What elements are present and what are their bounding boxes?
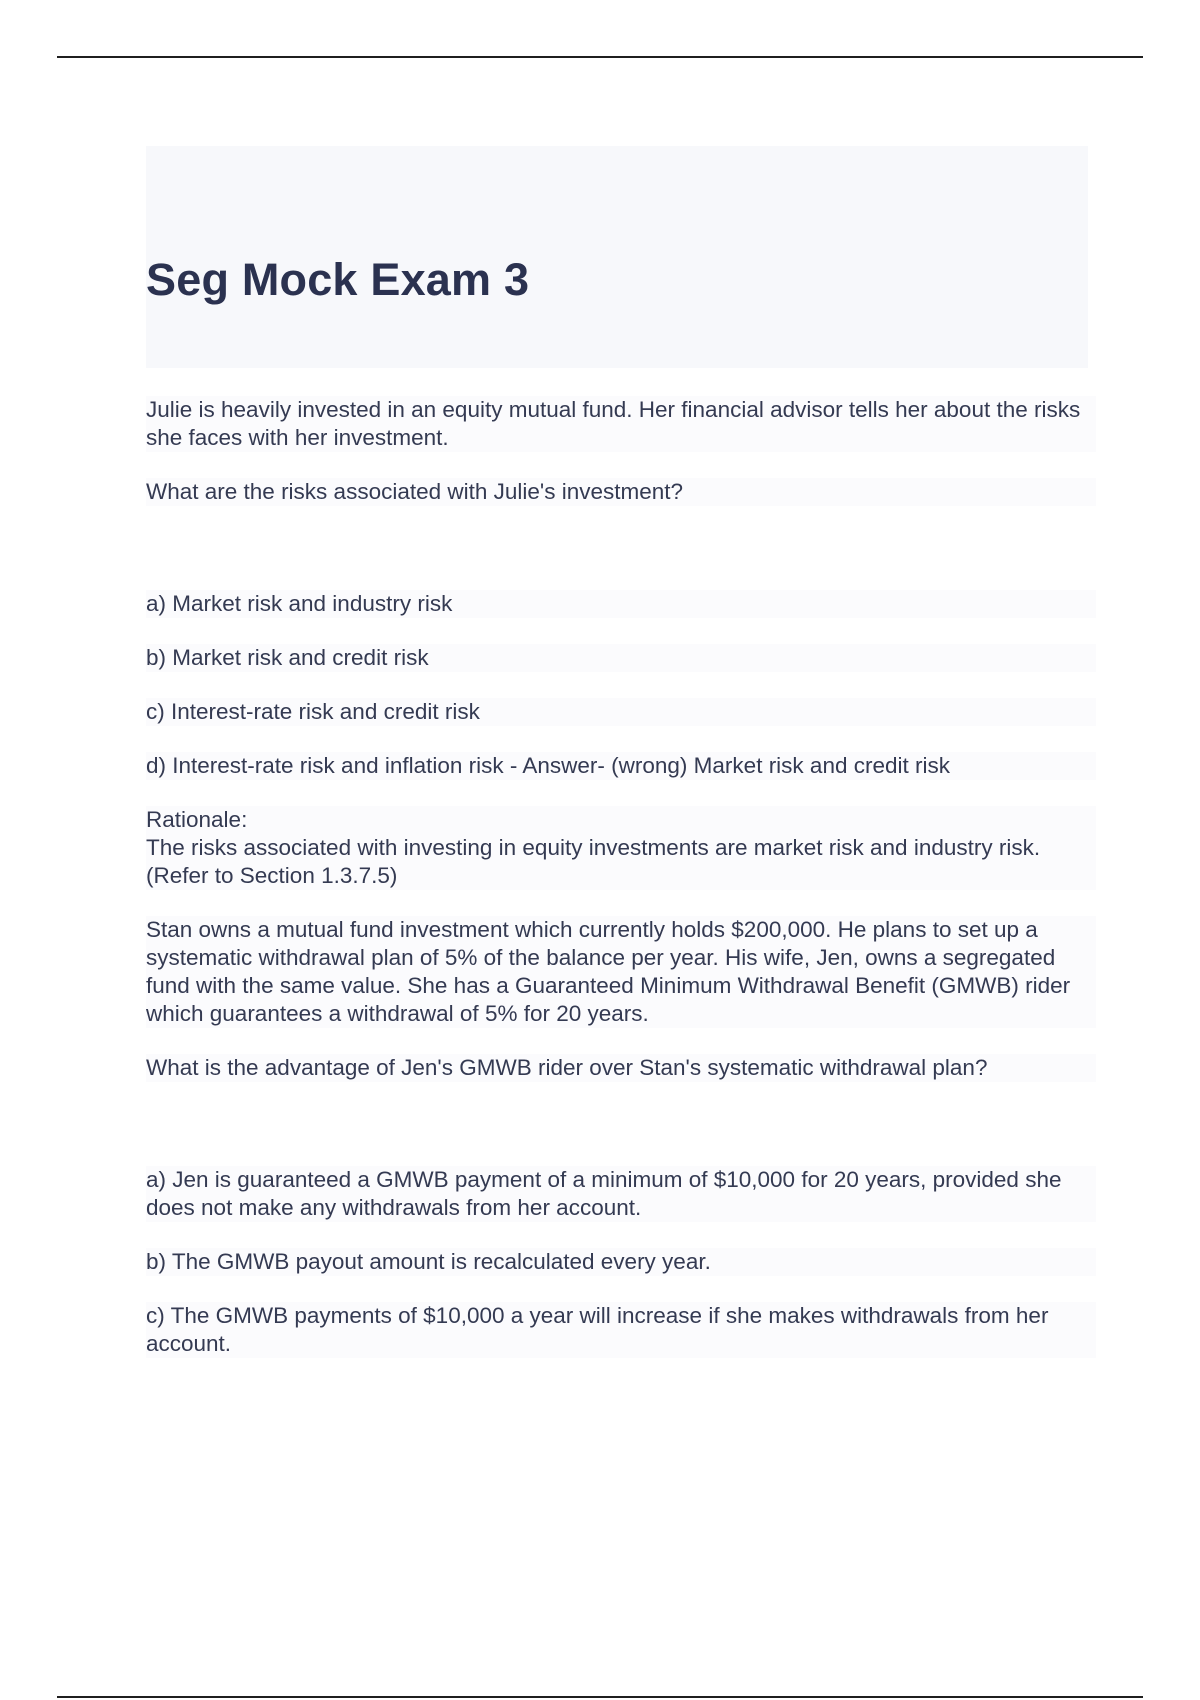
question-2-intro: Stan owns a mutual fund investment which currently holds $200,000. He plans to set up a systematic withdrawal plan of 5% of the balance per year. His wife, Jen, owns a segregated fund with the same value. She has a Guaranteed Minimum Withdrawal Benefit (GMWB) rider which guarantees a withdrawal of 5% for 20 years. (146, 916, 1096, 1028)
question-2-prompt: What is the advantage of Jen's GMWB rider over Stan's systematic withdrawal plan? (146, 1054, 1096, 1082)
top-rule (57, 56, 1143, 58)
question-1-option-a: a) Market risk and industry risk (146, 590, 1096, 618)
question-1-option-b: b) Market risk and credit risk (146, 644, 1096, 672)
question-1-option-c: c) Interest-rate risk and credit risk (146, 698, 1096, 726)
question-2-option-c: c) The GMWB payments of $10,000 a year will increase if she makes withdrawals from her account. (146, 1302, 1096, 1358)
question-2-option-b: b) The GMWB payout amount is recalculated every year. (146, 1248, 1096, 1276)
question-1-rationale-text: The risks associated with investing in equity investments are market risk and industry risk. (Refer to Section 1.3.7.5) (146, 834, 1096, 890)
page-title: Seg Mock Exam 3 (146, 254, 530, 305)
question-1-option-d: d) Interest-rate risk and inflation risk - Answer- (wrong) Market risk and credit risk (146, 752, 1096, 780)
question-1-rationale-label: Rationale: (146, 806, 1096, 834)
question-2-option-a: a) Jen is guaranteed a GMWB payment of a minimum of $10,000 for 20 years, provided she does not make any withdrawals from her account. (146, 1166, 1096, 1222)
bottom-rule (57, 1696, 1143, 1698)
question-1-prompt: What are the risks associated with Julie's investment? (146, 478, 1096, 506)
question-1-intro: Julie is heavily invested in an equity mutual fund. Her financial advisor tells her about the risks she faces with her investment. (146, 396, 1096, 452)
title-block (146, 146, 1088, 368)
document-body (146, 396, 1096, 1358)
